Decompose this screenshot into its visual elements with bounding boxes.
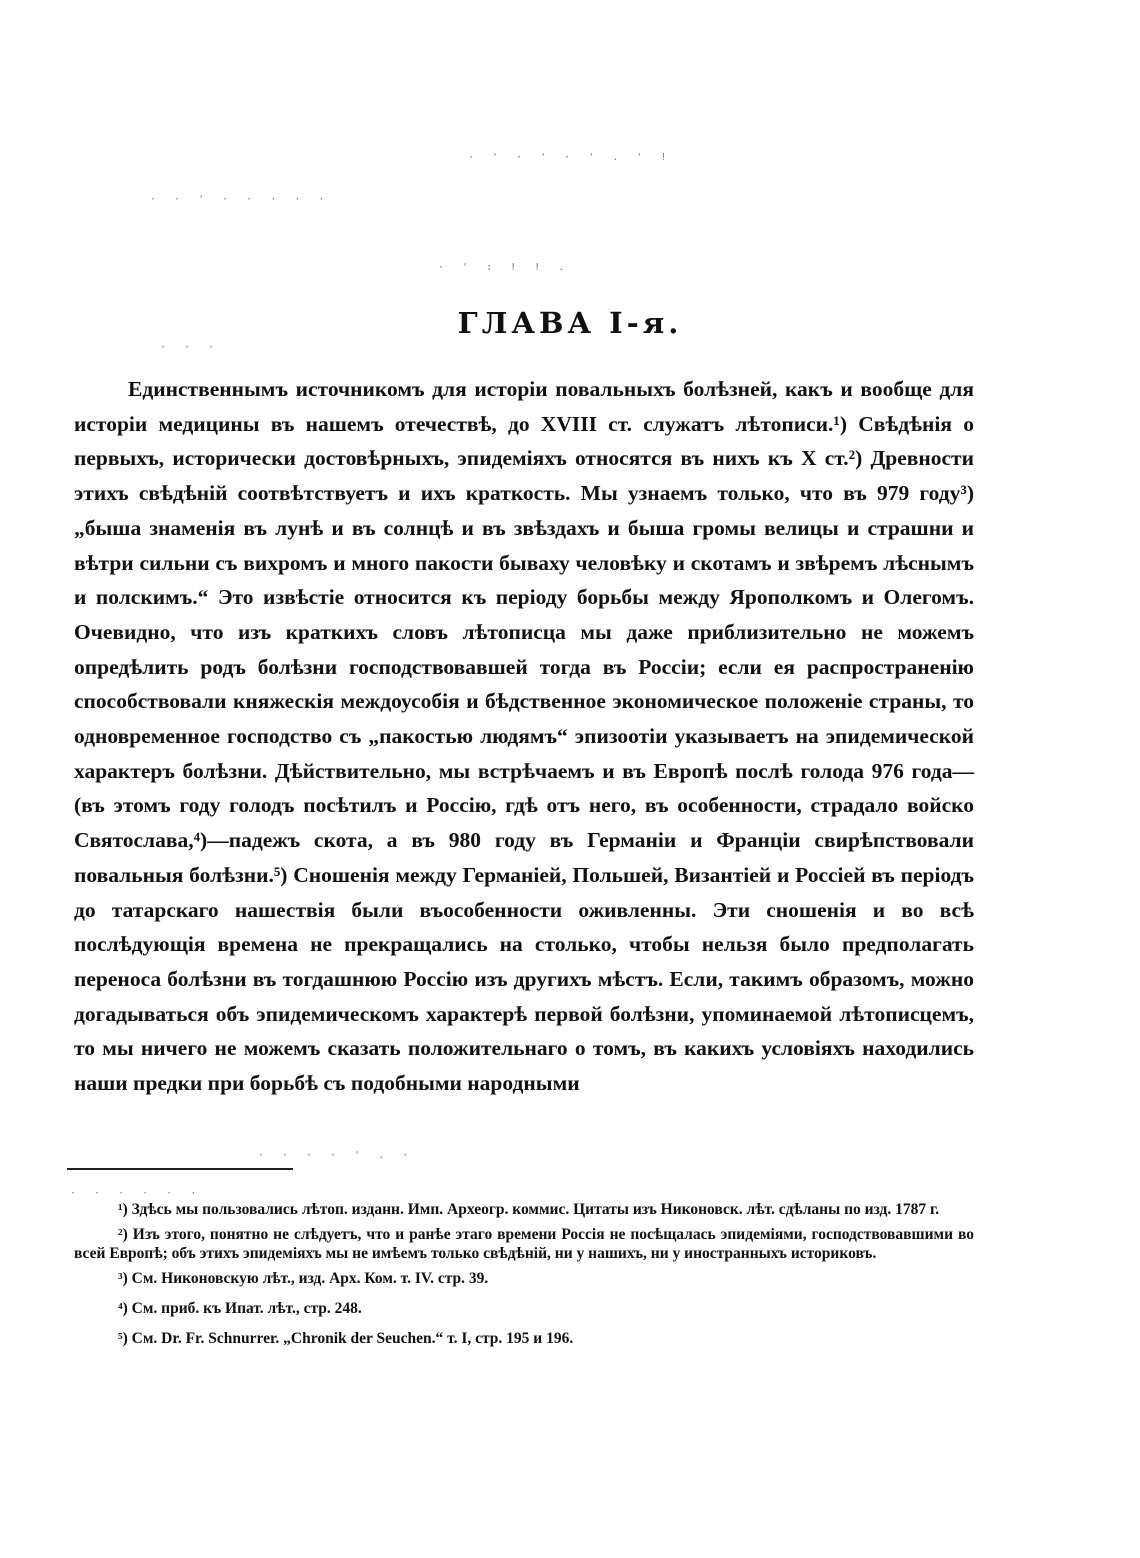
body-paragraph: Единственнымъ источникомъ для исторіи повальныхъ болѣзней, какъ и вообще для исторіи медицины въ нашемъ отечествѣ, до XVIII ст. служатъ лѣтописи.¹) Свѣдѣнія о первыхъ, исторически достовѣрныхъ, эпидеміяхъ относятся въ нихъ къ X ст.²) Древности этихъ свѣдѣній соотвѣтствуетъ и ихъ краткость. Мы узнаемъ только, что въ 979 году³) „быша знаменія въ лунѣ и въ солнцѣ и въ звѣздахъ и быша громы велицы и страшни и вѣтри сильни съ вихромъ и много пакости бываху человѣку и скотамъ и звѣремъ лѣснымъ и полскимъ.“ Это извѣстіе относится къ періоду борьбы между Ярополкомъ и Олегомъ. Очевидно, что изъ краткихъ словъ лѣтописца мы даже приблизительно не можемъ опредѣлить родъ болѣзни господствовавшей тогда въ Россіи; если ея распространенію способствовали княжескія междоусобія и бѣдственное экономическое положеніе страны, то одновременное господство съ „пакостью людямъ“ эпизоотіи указываетъ на эпидемической характеръ болѣзни. Дѣйствительно, мы встрѣчаемъ и въ Европѣ послѣ голода 976 года—(въ этомъ году голодъ посѣтилъ и Россію, гдѣ отъ него, въ особенности, страдало войско Святослава,⁴)—падежъ скота, а въ 980 году въ Германіи и Франціи свирѣпствовали повальныя болѣзни.⁵) Сношенія между Германіей, Польшей, Византіей и Россіей въ періодъ до татарскаго нашествія были въособенности оживленны. Эти сношенія и во всѣ послѣдующія времена не прекращались на столько, чтобы нельзя было предполагать переноса болѣзни въ тогдашнюю Россію изъ другихъ мѣстъ. Если, такимъ образомъ, можно догадываться объ эпидемическомъ характерѣ первой болѣзни, упоминаемой лѣтописцемъ, то мы ничего не можемъ сказать положительнаго о томъ, въ какихъ условіяхъ находились наши предки при борьбѣ съ подобными народными — [74, 377, 974, 1096]
footnote-3: ³) См. Никоновскую лѣт., изд. Арх. Ком. т. IV. стр. 39. — [118, 1270, 489, 1287]
scan-noise: · ' · ' · ' . ' ! — [468, 152, 673, 163]
footnote-1: ¹) Здѣсь мы пользовались лѣтоп. изданн. Имп. Археогр. коммис. Цитаты изъ Никоновск. лѣт. сдѣланы по изд. 1787 г. — [118, 1201, 940, 1218]
chapter-heading: ГЛАВА I-я. — [457, 306, 683, 340]
footnote-separator — [67, 1168, 293, 1170]
scan-noise: · · · — [160, 342, 221, 353]
footnote-5: ⁵) См. Dr. Fr. Schnurrer. „Chronik der Seuchen.“ т. I, стр. 195 и 196. — [118, 1330, 574, 1347]
scan-noise: · · ' · · · · · — [150, 194, 331, 205]
footnote-4: ⁴) См. приб. къ Ипат. лѣт., стр. 248. — [118, 1300, 362, 1317]
footnote-2: ²) Изъ этого, понятно не слѣдуетъ, что и ранѣе этаго времени Россія не посѣщалась эпидеміями, господствовавшими во всей Европѣ; объ этихъ эпидеміяхъ мы не имѣемъ только свѣдѣній, ни у нашихъ, ни у иностранныхъ историковъ. — [74, 1226, 974, 1262]
scan-noise: · · · · ' . · — [258, 1150, 415, 1161]
footnotes — [74, 1200, 974, 1359]
scan-noise: · · · · · · — [70, 1188, 203, 1199]
scan-noise: · ' : ! ! . — [438, 262, 571, 273]
